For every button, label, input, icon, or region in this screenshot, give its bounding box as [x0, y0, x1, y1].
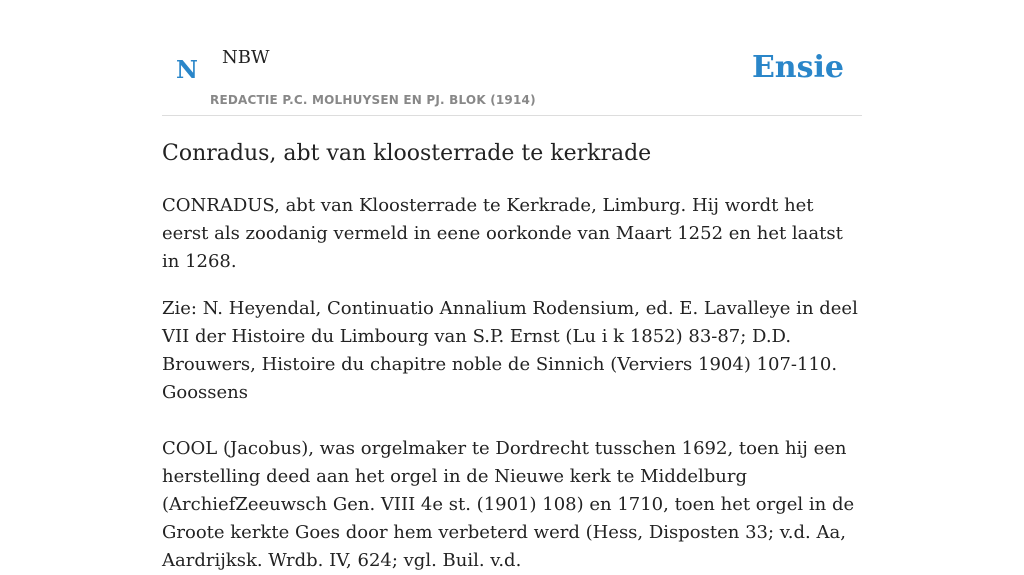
article [162, 138, 862, 575]
article-paragraph: Zie: N. Heyendal, Continuatio Annalium Rodensium, ed. E. Lavalleye in deel VII der Histoire du Limbourg van S.P. Ernst (Lu i k 1852) 83-87; D.D. Brouwers, Histoire du chapitre noble de Sinnich (Verviers 1904) 107-110. Goossens [162, 298, 858, 403]
article-paragraph: COOL (Jacobus), was orgelmaker te Dordrecht tusschen 1692, toen hij een herstelling deed aan het orgel in de Nieuwe kerk te Middelburg (ArchiefZeeuwsch Gen. VIII 4e st. (1901) 108) en 1710, toen het orgel in de Groote kerkte Goes door hem verbeterd werd (Hess, Disposten 33; v.d. Aa, Aardrijksk. Wrdb. IV, 624; vgl. Buil. v.d. [162, 438, 855, 571]
article-title: Conradus, abt van kloosterrade te kerkrade [162, 141, 652, 166]
source-logo[interactable]: N [176, 55, 198, 84]
article-paragraph: CONRADUS, abt van Kloosterrade te Kerkrade, Limburg. Hij wordt het eerst als zoodanig vermeld in eene oorkonde van Maart 1252 en het laatst in 1268. [162, 195, 843, 272]
source-subtitle: REDACTIE P.C. MOLHUYSEN EN PJ. BLOK (1914) [210, 93, 536, 107]
source-header [162, 30, 862, 116]
brand-logo[interactable]: Ensie [751, 50, 844, 85]
source-title[interactable]: NBW [222, 47, 270, 68]
